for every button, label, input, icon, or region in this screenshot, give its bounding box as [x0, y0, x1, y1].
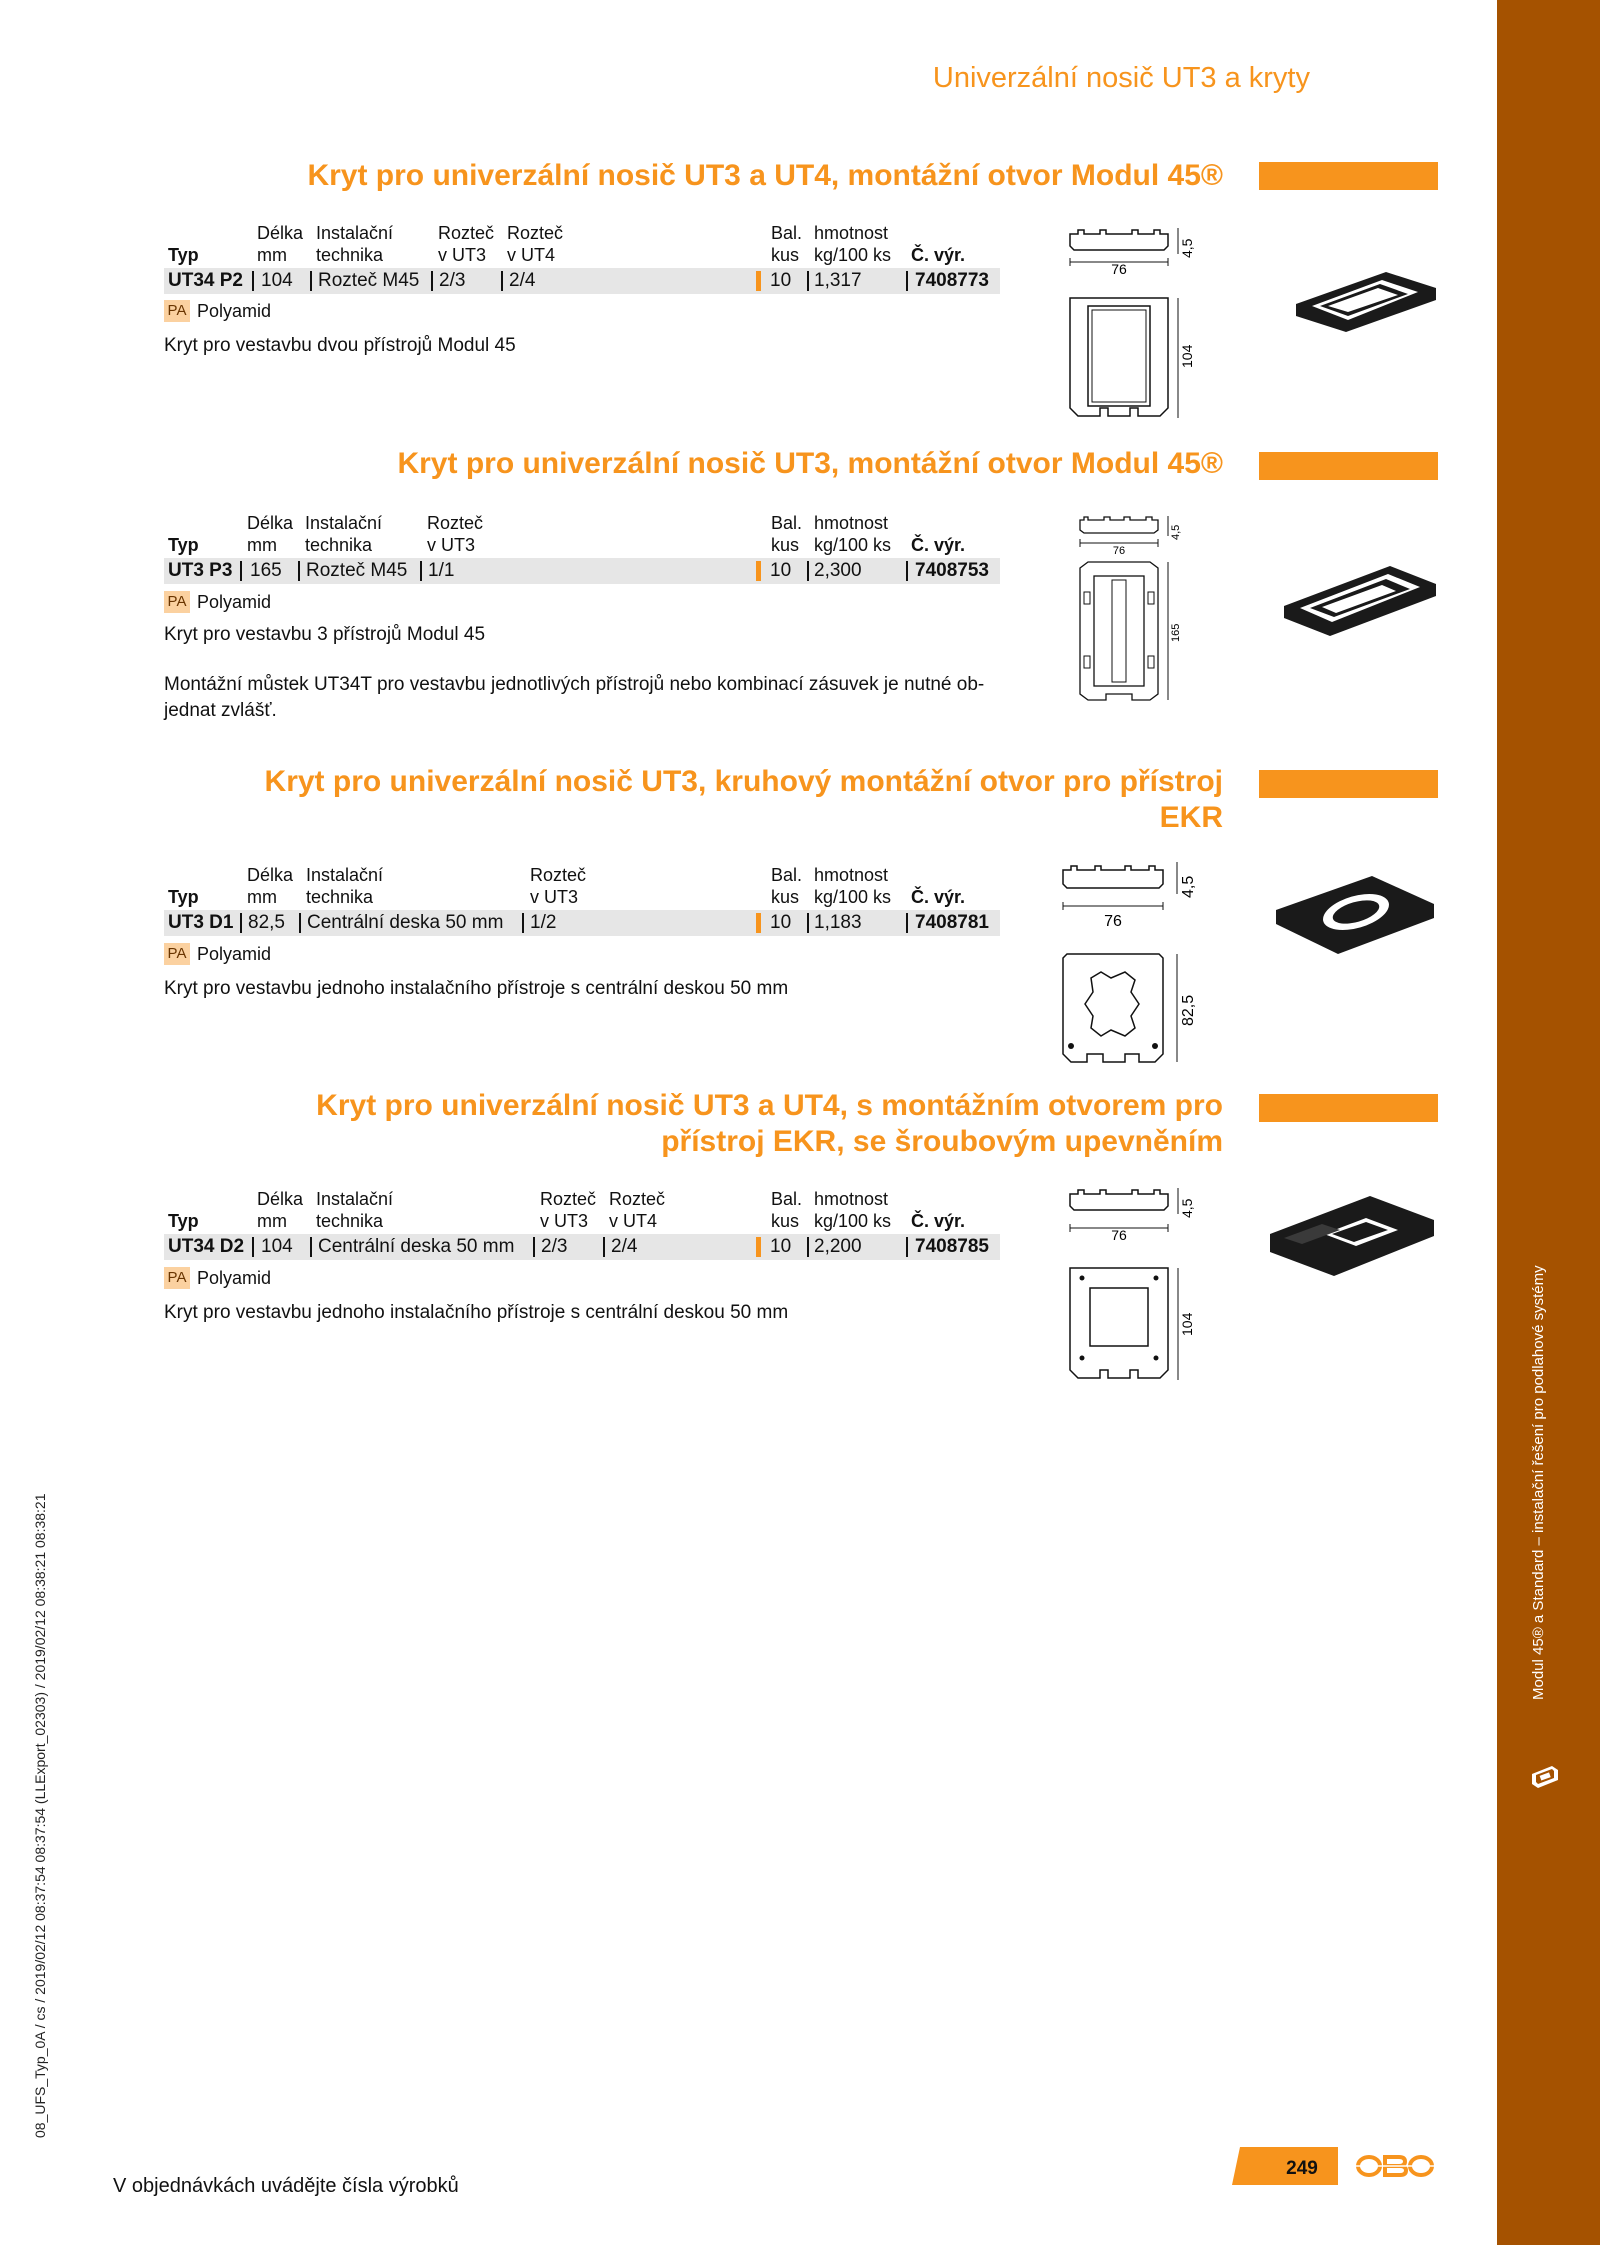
col-header: kus — [771, 245, 800, 265]
material-badge: PA — [164, 300, 190, 322]
col-header: Bal. — [771, 513, 803, 533]
footer-note: V objednávkách uvádějte čísla výrobků — [113, 2175, 459, 2197]
dim-length: 82,5 — [1180, 994, 1197, 1026]
cell-length: 165 — [250, 560, 282, 581]
side-band-text: Modul 45® a Standard – instalační řešení pro podlahové systémy — [1530, 1265, 1547, 1700]
col-header: Bal. — [771, 1189, 803, 1209]
col-header: Č. výr. — [911, 1211, 966, 1231]
col-header: kus — [771, 535, 800, 555]
material-badge: PA — [164, 1267, 190, 1289]
section-title — [265, 764, 1223, 836]
table-row — [164, 1234, 1000, 1260]
col-header: hmotnost — [814, 1189, 889, 1209]
col-header: Instalační — [316, 223, 394, 243]
orange-marker — [1259, 162, 1438, 190]
cell-article-number: 7408785 — [915, 1236, 989, 1257]
col-header: mm — [247, 887, 277, 907]
table-row — [164, 268, 1000, 294]
col-header: kg/100 ks — [814, 1211, 892, 1231]
col-header: Instalační — [316, 1189, 394, 1209]
cell-pack: 10 — [770, 270, 792, 291]
section-title — [316, 1088, 1223, 1160]
orange-marker — [1259, 452, 1438, 480]
product-note-line-1: Montážní můstek UT34T pro vestavbu jednotlivých přístrojů nebo kombinací zásuvek je nutné ob- — [164, 674, 985, 695]
technical-drawing — [1070, 510, 1190, 710]
col-header: v UT3 — [540, 1211, 589, 1231]
technical-drawing — [1055, 858, 1195, 1070]
material-label: Polyamid — [197, 944, 272, 964]
col-header: kus — [771, 887, 800, 907]
cell-weight: 1,183 — [814, 912, 862, 933]
col-header: v UT4 — [507, 245, 556, 265]
col-header: mm — [257, 245, 287, 265]
dim-height: 4,5 — [1170, 524, 1182, 540]
col-header: kg/100 ks — [814, 535, 892, 555]
table-row — [164, 558, 1000, 584]
col-header: Délka — [247, 513, 294, 533]
col-header: kg/100 ks — [814, 245, 892, 265]
cell-installation: Rozteč M45 — [306, 560, 408, 581]
section-title-line-2: přístroj EKR, se šroubovým upevněním — [661, 1125, 1223, 1158]
col-header: Č. výr. — [911, 245, 966, 265]
dim-height: 4,5 — [1180, 875, 1197, 898]
obo-logo — [1355, 2149, 1435, 2183]
col-header: v UT4 — [609, 1211, 658, 1231]
material-label: Polyamid — [197, 301, 272, 321]
dim-height: 4,5 — [1179, 238, 1195, 258]
col-header: Délka — [257, 1189, 304, 1209]
col-header: technika — [316, 1211, 384, 1231]
document-meta: 08_UFS_Typ_0A / cs / 2019/02/12 08:37:54 08:37:54 (LLExport_02303) / 2019/02/12 08:38:21 08:38:21 — [32, 1493, 48, 2138]
col-header: Typ — [168, 245, 199, 265]
col-header: Rozteč — [507, 223, 564, 243]
section-title: Kryt pro univerzální nosič UT3 a UT4, montážní otvor Modul 45® — [307, 159, 1223, 192]
product-photo — [1280, 560, 1440, 640]
cell-installation: Centrální deska 50 mm — [307, 912, 504, 933]
material-label: Polyamid — [197, 592, 272, 612]
section-title-line-1: Kryt pro univerzální nosič UT3 a UT4, s montážním otvorem pro — [316, 1089, 1223, 1122]
col-header: Délka — [257, 223, 304, 243]
product-description: Kryt pro vestavbu jednoho instalačního přístroje s centrální deskou 50 mm — [164, 1302, 789, 1323]
technical-drawing — [1060, 1182, 1195, 1382]
col-header: Typ — [168, 535, 199, 555]
col-header: technika — [316, 245, 384, 265]
cell-pack: 10 — [770, 560, 792, 581]
product-photo — [1272, 870, 1438, 958]
product-description: Kryt pro vestavbu dvou přístrojů Modul 45 — [164, 335, 516, 356]
section-title-line-1: Kryt pro univerzální nosič UT3, kruhový montážní otvor pro přístroj — [264, 765, 1223, 798]
col-header: mm — [247, 535, 277, 555]
cell-pitch-ut4: 2/4 — [509, 270, 536, 291]
product-photo — [1266, 1190, 1438, 1282]
cell-pitch-ut3: 2/3 — [439, 270, 466, 291]
cell-pitch-ut4: 2/4 — [611, 1236, 638, 1257]
section-title-line-2: EKR — [1159, 801, 1223, 834]
col-header: Instalační — [306, 865, 384, 885]
col-header: Rozteč — [427, 513, 484, 533]
table-row — [164, 910, 1000, 936]
technical-drawing — [1060, 222, 1195, 422]
cell-pack: 10 — [770, 912, 792, 933]
cell-article-number: 7408753 — [915, 560, 989, 581]
col-header: kus — [771, 1211, 800, 1231]
col-header: Rozteč — [540, 1189, 597, 1209]
cell-type: UT3 D1 — [168, 912, 234, 933]
cell-article-number: 7408773 — [915, 270, 989, 291]
cell-length: 104 — [261, 1236, 293, 1257]
cell-type: UT3 P3 — [168, 560, 233, 581]
col-header: Bal. — [771, 223, 803, 243]
product-description: Kryt pro vestavbu jednoho instalačního přístroje s centrální deskou 50 mm — [164, 978, 789, 999]
cell-weight: 2,300 — [814, 560, 862, 581]
dim-width: 76 — [1112, 545, 1126, 557]
orange-marker — [1259, 1094, 1438, 1122]
col-header: v UT3 — [530, 887, 579, 907]
side-band — [1497, 0, 1600, 2245]
cell-pitch-ut3: 1/1 — [428, 560, 455, 581]
col-header: kg/100 ks — [814, 887, 892, 907]
cell-weight: 2,200 — [814, 1236, 862, 1257]
col-header: Č. výr. — [911, 535, 966, 555]
dim-length: 104 — [1179, 1312, 1195, 1336]
col-header: mm — [257, 1211, 287, 1231]
dim-height: 4,5 — [1179, 1198, 1195, 1218]
material-badge: PA — [164, 943, 190, 965]
product-icon — [1528, 1760, 1562, 1794]
cell-length: 82,5 — [248, 912, 285, 933]
cell-article-number: 7408781 — [915, 912, 989, 933]
col-header: technika — [305, 535, 373, 555]
col-header: Č. výr. — [911, 887, 966, 907]
product-note-line-2: jednat zvlášť. — [164, 700, 277, 721]
col-header: Rozteč — [438, 223, 495, 243]
col-header: technika — [306, 887, 374, 907]
cell-pack: 10 — [770, 1236, 792, 1257]
cell-weight: 1,317 — [814, 270, 862, 291]
product-description: Kryt pro vestavbu 3 přístrojů Modul 45 — [164, 624, 486, 645]
cell-length: 104 — [261, 270, 293, 291]
dim-width: 76 — [1111, 1227, 1127, 1243]
orange-marker — [1259, 770, 1438, 798]
col-header: Délka — [247, 865, 294, 885]
dim-width: 76 — [1104, 913, 1122, 930]
col-header: Bal. — [771, 865, 803, 885]
col-header: hmotnost — [814, 513, 889, 533]
col-header: Typ — [168, 887, 199, 907]
cell-type: UT34 P2 — [168, 270, 243, 291]
page-number-badge — [1232, 2147, 1338, 2185]
page-number: 249 — [1286, 2158, 1318, 2179]
material-label: Polyamid — [197, 1268, 272, 1288]
col-header: v UT3 — [427, 535, 476, 555]
col-header: Instalační — [305, 513, 383, 533]
col-header: hmotnost — [814, 223, 889, 243]
product-photo — [1290, 268, 1440, 338]
col-header: hmotnost — [814, 865, 889, 885]
dim-width: 76 — [1111, 261, 1127, 277]
cell-installation: Rozteč M45 — [318, 270, 420, 291]
page-title: Univerzální nosič UT3 a kryty — [932, 62, 1310, 94]
col-header: Typ — [168, 1211, 199, 1231]
col-header: v UT3 — [438, 245, 487, 265]
section-title: Kryt pro univerzální nosič UT3, montážní otvor Modul 45® — [397, 447, 1223, 480]
col-header: Rozteč — [609, 1189, 666, 1209]
cell-type: UT34 D2 — [168, 1236, 245, 1257]
dim-length: 165 — [1170, 623, 1182, 642]
cell-pitch-ut3: 2/3 — [541, 1236, 568, 1257]
cell-pitch-ut3: 1/2 — [530, 912, 557, 933]
col-header: Rozteč — [530, 865, 587, 885]
cell-installation: Centrální deska 50 mm — [318, 1236, 515, 1257]
material-badge: PA — [164, 591, 190, 613]
dim-length: 104 — [1179, 344, 1195, 368]
